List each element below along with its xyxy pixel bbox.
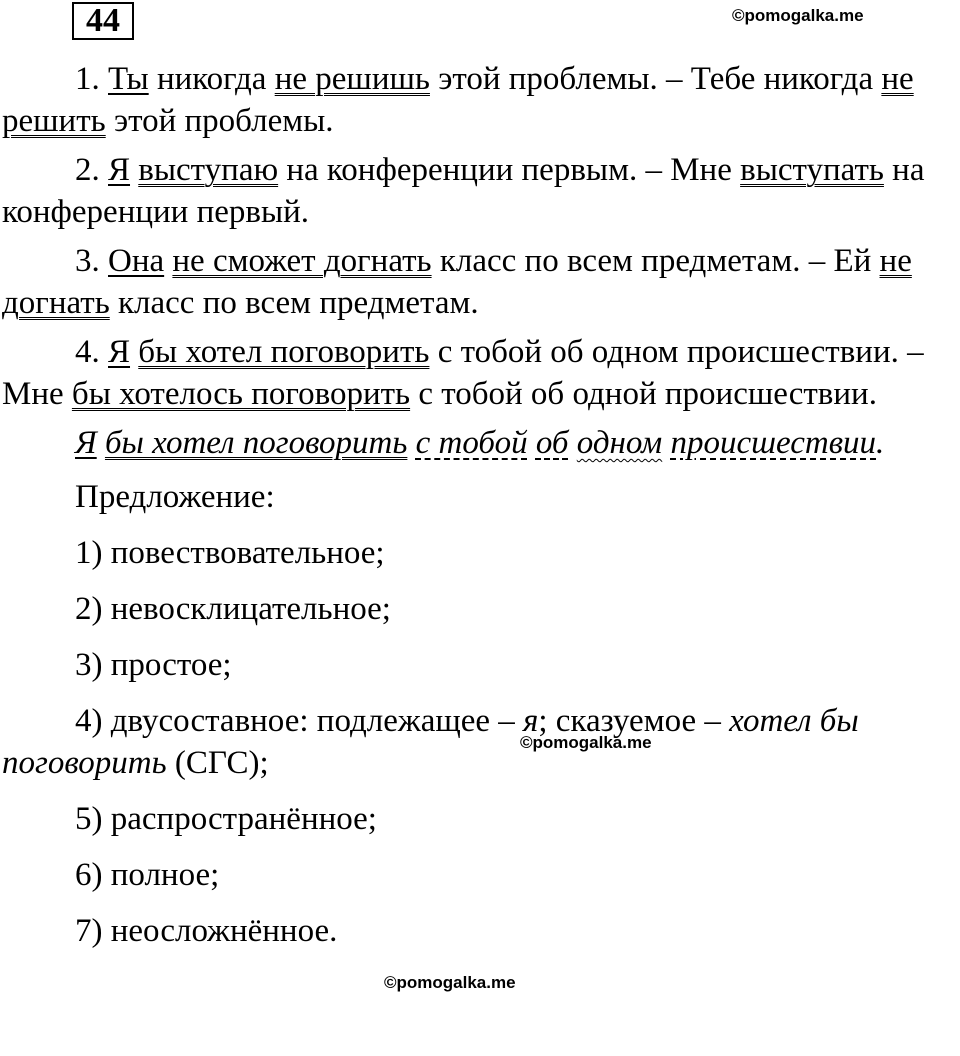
- parsed-predicate: бы хотел поговорить: [104, 425, 408, 461]
- list-item: 6) полное;: [75, 857, 220, 893]
- parsed-object: с тобой: [415, 425, 528, 461]
- watermark-top: ©pomogalka.me: [732, 6, 864, 25]
- subject: Она: [108, 243, 165, 279]
- watermark-middle: ©pomogalka.me: [520, 733, 652, 752]
- subject: Я: [108, 334, 131, 370]
- parsed-object-2: происшествии: [670, 425, 877, 461]
- predicate: не сможет догнать: [172, 243, 432, 279]
- predicate: выступаю: [138, 152, 279, 188]
- subject-word: я: [523, 703, 539, 739]
- predicate: не решишь: [274, 61, 430, 97]
- list-item: 2) невосклицательное;: [75, 591, 391, 627]
- predicate: бы хотелось поговорить: [71, 376, 411, 412]
- predicate-words: хотел бы поговорить: [2, 703, 859, 781]
- sentence-pair-1: 1. Ты никогда не решишь этой проблемы. – Тебе никогда не решить этой проблемы.: [2, 61, 914, 139]
- parsed-preposition: об: [535, 425, 569, 461]
- list-item: 7) неосложнённое.: [75, 913, 338, 949]
- list-item: 5) распространённое;: [75, 801, 377, 837]
- parsed-attribute: одном: [576, 425, 663, 461]
- subject: Я: [108, 152, 131, 188]
- sentence-pair-3: 3. Она не сможет догнать класс по всем предметам. – Ей не догнать класс по всем предметам.: [2, 243, 912, 321]
- sentence-pair-2: 2. Я выступаю на конференции первым. – Мне выступать на конференции первый.: [2, 152, 925, 230]
- list-item: 4) двусоставное: подлежащее – я; сказуемое – хотел бы поговорить (СГС);: [2, 703, 859, 781]
- subject: Ты: [108, 61, 149, 97]
- parsed-subject: Я: [75, 425, 97, 461]
- analysis-heading: Предложение:: [75, 479, 275, 515]
- list-item: 3) простое;: [75, 647, 232, 683]
- watermark-bottom: ©pomogalka.me: [384, 973, 516, 992]
- predicate: не решить: [2, 61, 914, 139]
- predicate: бы хотел поговорить: [138, 334, 430, 370]
- exercise-number-box: [72, 2, 134, 40]
- list-item: 1) повествовательное;: [75, 535, 385, 571]
- predicate: не догнать: [2, 243, 912, 321]
- parsed-sentence: Я бы хотел поговорить с тобой об одном происшествии.: [75, 425, 885, 461]
- exercise-number: 44: [86, 2, 120, 39]
- predicate: выступать: [740, 152, 884, 188]
- exercise-content: [2, 58, 958, 966]
- sentence-pair-4: 4. Я бы хотел поговорить с тобой об одном происшествии. – Мне бы хотелось поговорить с тобой об одной происшествии.: [2, 334, 924, 412]
